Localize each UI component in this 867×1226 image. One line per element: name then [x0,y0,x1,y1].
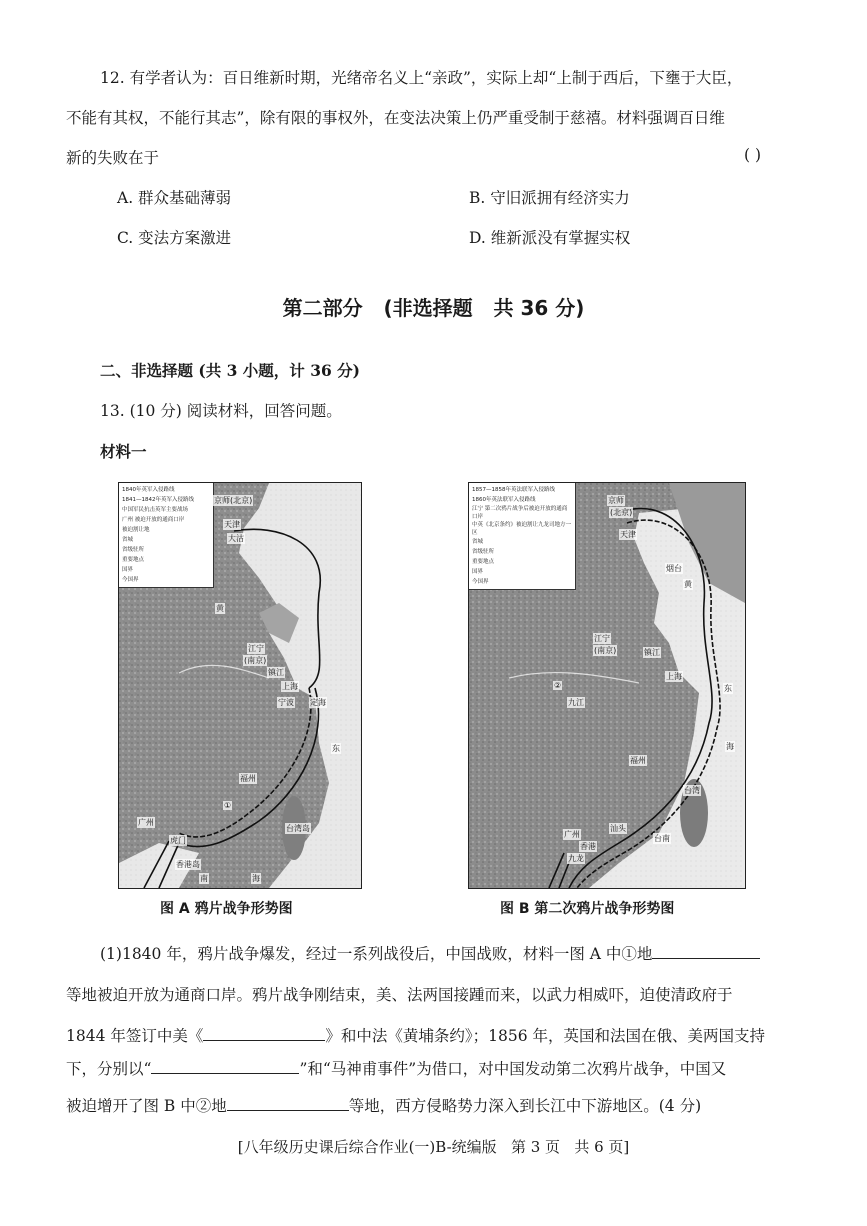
sub1-line5-text-b: 等地，西方侵略势力深入到长江中下游地区。(4 分) [348,1097,702,1115]
map-b-caption: 图 B 第二次鸦片战争形势图 [500,901,675,917]
map-b-label-sea-huang: 黄 [684,580,692,589]
map-b-label-tianjin: 天津 [620,530,636,539]
map-a-legend-item: 省级驻所 [122,547,145,553]
map-b-legend-item: 江宁 第二次鸦片战争后被迫开放的通商口岸 [472,506,568,520]
map-a-marker-1: ① [224,801,232,810]
map-a-label-jiangning: 江宁 [248,644,264,653]
page-footer: [八年级历史课后综合作业(一)B-统编版 第 3 页 共 6 页] [237,1138,630,1156]
map-a-label-sea-huang: 黄 [216,604,224,613]
map-b-label-kowloon: 九龙 [568,854,584,863]
sub1-line4-text-b: ”和“马神甫事件”为借口，对中国发动第二次鸦片战争，中国又 [299,1060,727,1078]
option-c: C. 变法方案激进 [117,229,232,247]
map-a-legend [119,483,214,588]
option-d: D. 维新派没有掌握实权 [469,229,631,247]
option-b: B. 守旧派拥有经济实力 [469,189,630,207]
map-a-label-sea-nan: 南 [200,874,208,883]
map-b-marker-2: ② [554,681,562,690]
map-a-legend-item: 被迫割让地 [122,527,150,533]
map-a-legend-item: 1840年英军入侵路线 [122,487,175,493]
q12-line3: 新的失败在于 [66,149,160,167]
map-a-label-taiwan: 台湾岛 [286,824,310,833]
map-a-label-sea-hai: 海 [252,874,260,883]
map-a-label-hongkong: 香港岛 [176,860,200,869]
map-b-label-taiwan: 台湾 [684,786,700,795]
map-b-label-beijing-2: (北京) [610,508,633,517]
map-a-legend-item: 广州 被迫开放的通商口岸 [122,517,185,523]
map-b-legend-item: 1860年英法联军入侵路线 [472,497,536,503]
q12-line2: 不能有其权，不能行其志”，除有限的事权外，在变法决策上仍严重受制于慈禧。材料强调百日维 [66,109,725,127]
map-a-caption: 图 A 鸦片战争形势图 [160,901,293,917]
map-a-label-zhenjiang: 镇江 [268,668,284,677]
map-a-legend-item: 今国界 [122,577,139,583]
map-b-label-guangzhou: 广州 [564,830,580,839]
map-b [468,482,746,889]
answer-blank-4[interactable] [227,1095,349,1112]
map-b-label-hongkong: 香港 [580,842,596,851]
answer-paren: ( ) [744,146,762,164]
map-b-label-tainan: 台南 [654,834,670,843]
map-a-legend-item: 中国军民抗击英军主要战场 [122,507,189,513]
map-a-label-nanjing: (南京) [244,656,267,665]
material-label: 材料一 [100,442,147,461]
map-b-legend-item: 中英《北京条约》被迫割让九龙司地方一区 [472,522,572,536]
sub1-line5 [66,1094,701,1116]
sub1-line5-text-a: 被迫增开了图 B 中②地 [66,1097,227,1115]
sub1-line1 [100,942,760,964]
map-b-legend-item: 省城 [472,539,484,545]
sub1-line4-text-a: 下，分别以“ [66,1060,152,1078]
sub1-line1-text: (1)1840 年，鸦片战争爆发，经过一系列战役后，中国战败，材料一图 A 中①地 [100,945,653,963]
map-a-label-dagu: 大沽 [228,534,244,543]
sub1-line3 [66,1024,765,1046]
sub1-line3-text-a: 1844 年签订中美《 [66,1027,204,1045]
map-a-label-beijing: 京师(北京) [214,496,253,505]
map-b-label-shanghai: 上海 [666,672,682,681]
map-b-legend-item: 国界 [472,569,484,575]
map-b-legend-item: 1857—1858年英法联军入侵路线 [472,487,555,493]
map-a-legend-item: 国界 [122,567,134,573]
map-b-label-jiujiang: 九江 [568,698,584,707]
section-heading: 二、非选择题 (共 3 小题，计 36 分) [100,361,361,380]
map-b-label-nanjing: (南京) [594,646,617,655]
part2-title: 第二部分 (非选择题 共 36 分) [282,296,585,320]
map-b-label-fuzhou: 福州 [630,756,646,765]
map-a-label-tianjin: 天津 [224,520,240,529]
map-a-label-ningbo: 宁波 [278,698,294,707]
sub1-line2: 等地被迫开放为通商口岸。鸦片战争刚结束，美、法两国接踵而来，以武力相威吓，迫使清政府于 [66,986,733,1004]
answer-blank-1[interactable] [652,943,760,960]
map-b-legend [469,483,576,590]
map-b-label-shantou: 汕头 [610,824,626,833]
map-a [118,482,362,889]
map-a-label-guangzhou: 广州 [138,818,154,827]
map-a-legend-item: 重要地点 [122,557,145,563]
map-b-legend-item: 今国界 [472,579,489,585]
map-a-legend-item: 1841—1842年英军入侵路线 [122,497,194,503]
map-a-label-humen: 虎门 [170,836,186,845]
sub1-line4 [66,1057,726,1079]
map-b-legend-item: 重要地点 [472,559,495,565]
map-a-label-fuzhou: 福州 [240,774,256,783]
q13-intro: 13. (10 分) 阅读材料，回答问题。 [100,402,342,420]
map-b-legend-item: 省级驻所 [472,549,495,555]
map-b-label-beijing: 京师 [608,496,624,505]
option-a: A. 群众基础薄弱 [117,189,232,207]
answer-blank-3[interactable] [151,1058,299,1075]
map-b-label-yantai: 烟台 [666,564,682,573]
map-a-legend-item: 省城 [122,537,134,543]
map-b-label-sea-dong: 东 [724,684,732,693]
answer-blank-2[interactable] [203,1025,325,1042]
map-b-label-zhenjiang: 镇江 [644,648,660,657]
map-b-label-sea-hai: 海 [726,742,734,751]
map-a-label-zhoushan: 定海 [310,698,326,707]
q12-line1: 12. 有学者认为：百日维新时期，光绪帝名义上“亲政”，实际上却“上制于西后，下壅于大臣， [100,69,743,87]
map-b-label-jiangning: 江宁 [594,634,610,643]
map-a-label-shanghai: 上海 [282,682,298,691]
sub1-line3-text-b: 》和中法《黄埔条约》；1856 年，英国和法国在俄、美两国支持 [325,1027,766,1045]
map-a-label-sea-dong: 东 [332,744,340,753]
